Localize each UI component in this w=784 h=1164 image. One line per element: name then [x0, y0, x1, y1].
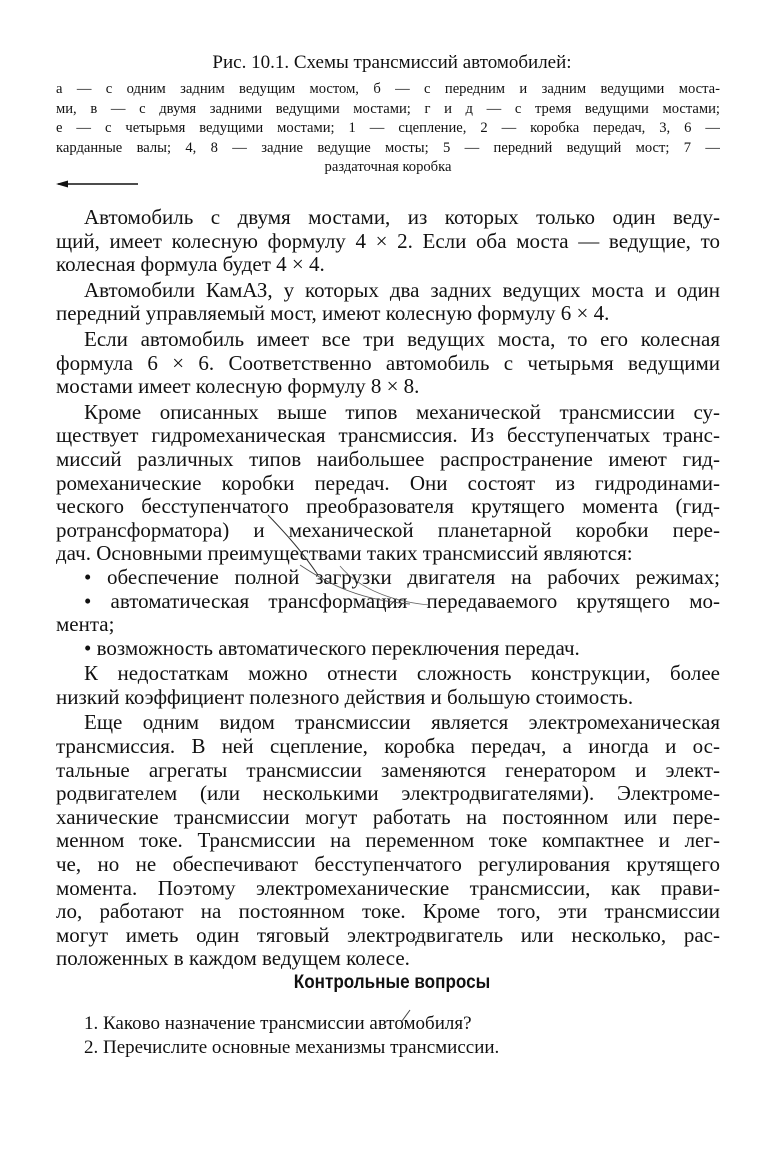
list-item: 1. Каково назначение трансмиссии автомобиля?	[84, 1013, 472, 1034]
paragraph-line: колесная формула будет 4 × 4.	[56, 253, 325, 277]
bullet-item: • автоматическая трансформация передаваемого крутящего мо-	[84, 589, 720, 613]
body-text	[56, 206, 720, 971]
paragraph-line: Автомобиль с двумя мостами, из которых только один веду-	[84, 206, 720, 229]
paragraph-line: К недостаткам можно отнести сложность конструкции, более	[84, 662, 720, 686]
paragraph-line: момента. Поэтому электромеханические трансмиссии, как прави-	[56, 876, 720, 900]
paragraph-line: могут иметь один тяговый электродвигатель или несколько, рас-	[56, 923, 720, 947]
paragraph-line: ческого бесступенчатого преобразователя крутящего момента (гид-	[56, 495, 720, 519]
paragraph-line: ротрансформатора) и механической планетарной коробки пере-	[56, 518, 720, 542]
paragraph-line: Автомобили КамАЗ, у которых два задних ведущих моста и один	[84, 278, 720, 302]
paragraph-line: мостами имеет колесную формулу 8 × 8.	[56, 375, 420, 399]
figure-caption-legend	[56, 80, 720, 178]
legend-line: карданные валы; 4, 8 — задние ведущие мосты; 5 — передний ведущий мост; 7 —	[56, 139, 720, 156]
paragraph-line: ханические трансмиссии могут работать на постоянном или пере-	[56, 805, 720, 829]
legend-line: раздаточная коробка	[324, 159, 452, 175]
paragraph-line: трансмиссия. В ней сцепление, коробка передач, а иногда и ос-	[56, 735, 720, 759]
list-item: 2. Перечислите основные механизмы трансмиссии.	[84, 1037, 500, 1058]
paragraph-line: ществует гидромеханическая трансмиссия. Из бесступенчатых транс-	[56, 424, 720, 448]
paragraph-line: родвигателем (или несколькими электродвигателями). Электроме-	[56, 782, 720, 806]
paragraph-line: передний управляемый мост, имеют колесную формулу 6 × 4.	[56, 302, 610, 326]
bullet-item: • обеспечение полной загрузки двигателя на рабочих режимах;	[84, 565, 720, 589]
paragraph-line: ло, работают на постоянном токе. Кроме того, эти трансмиссии	[56, 900, 720, 924]
paragraph-line: менном токе. Трансмиссии на переменном токе компактнее и лег-	[56, 829, 720, 853]
paragraph-line: Если автомобиль имеет все три ведущих моста, то его колесная	[84, 327, 720, 351]
paragraph-line: Кроме описанных выше типов механической трансмиссии су-	[84, 400, 720, 424]
paragraph-line: мента;	[56, 613, 115, 637]
paragraph-line: миссий различных типов наибольшее распространение имеют гид-	[56, 447, 720, 471]
paragraph-line: положенных в каждом ведущем колесе.	[56, 947, 410, 971]
paragraph-line: формула 6 × 6. Соответственно автомобиль с четырьмя ведущими	[56, 351, 720, 375]
paragraph-line: че, но не обеспечивают бесступенчатого регулирования крутящего	[56, 853, 720, 877]
paragraph-line: низкий коэффициент полезного действия и большую стоимость.	[56, 685, 634, 709]
paragraph-line: дач. Основными преимуществами таких трансмиссий являются:	[56, 542, 633, 566]
bullet-item: • возможность автоматического переключения передач.	[84, 636, 580, 660]
paragraph-line: ромеханические коробки передач. Они состоят из гидродинами-	[56, 471, 720, 495]
legend-line: е — с четырьмя ведущими мостами; 1 — сцепление, 2 — коробка передач, 3, 6 —	[56, 120, 720, 136]
questions-list	[84, 1012, 724, 1060]
left-arrow-icon	[54, 176, 144, 192]
paragraph-line: тальные агрегаты трансмиссии заменяются генератором и элект-	[56, 758, 720, 782]
paragraph-line: Еще одним видом трансмиссии является электромеханическая	[84, 711, 720, 735]
legend-line: а — с одним задним ведущим мостом, б — с передним и задним ведущими моста-	[56, 81, 720, 97]
section-heading: Контрольные вопросы	[293, 972, 491, 993]
legend-line: ми, в — с двумя задними ведущими мостами; г и д — с тремя ведущими мостами;	[56, 100, 720, 117]
figure-caption-title: Рис. 10.1. Схемы трансмиссий автомобилей:	[212, 52, 572, 73]
paragraph-line: щий, имеет колесную формулу 4 × 2. Если оба моста — ведущие, то	[56, 229, 720, 253]
